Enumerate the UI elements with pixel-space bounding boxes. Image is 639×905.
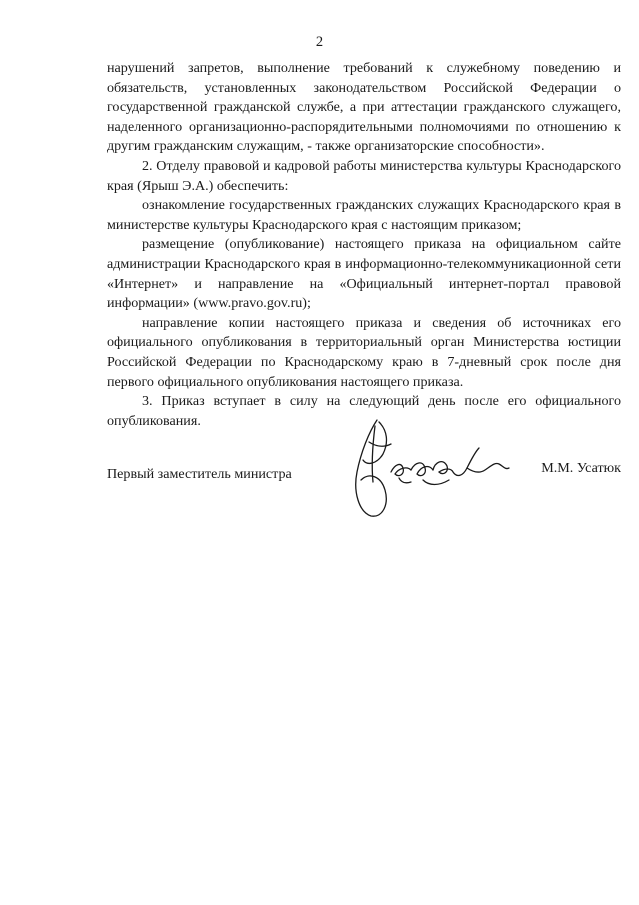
- paragraph-continuation: нарушений запретов, выполнение требований к служебному поведению и обязательств, установленных законодательством Российской Федерации о государственной гражданской службе, а при аттестации гражданского служащего, наделенного организационно-распорядительными полномочиями по отношению к другим гражданским служащим, - также организаторские способности».: [107, 60, 621, 155]
- paragraph-item-2: 2. Отделу правовой и кадровой работы министерства культуры Краснодарского края (Ярыш Э.А.) обеспечить:: [107, 157, 621, 194]
- page-number: 2: [315, 34, 324, 50]
- handwritten-signature: [339, 412, 539, 522]
- paragraph-publication: размещение (опубликование) настоящего приказа на официальном сайте администрации Краснодарского края в информационно-телекоммуникационной сети «Интернет» и направление на «Официальный интернет-портал правовой информации» (www.pravo.gov.ru);: [107, 236, 621, 312]
- paragraph-familiarization: ознакомление государственных гражданских служащих Краснодарского края в министерстве культуры Краснодарского края с настоящим приказом;: [107, 197, 621, 233]
- signature-block: [107, 456, 621, 516]
- signatory-name: М.М. Усатюк: [541, 460, 621, 476]
- paragraph-item-3: 3. Приказ вступает в силу на следующий день после его официального опубликования.: [107, 393, 621, 429]
- signatory-title: Первый заместитель министра: [107, 466, 292, 482]
- document-body: [107, 59, 621, 431]
- paragraph-copy-direction: направление копии настоящего приказа и сведения об источниках его официального опубликования в территориальный орган Министерства юстиции Российской Федерации по Краснодарскому краю в 7-дневный срок после дня первого официального опубликования настоящего приказа.: [107, 314, 621, 390]
